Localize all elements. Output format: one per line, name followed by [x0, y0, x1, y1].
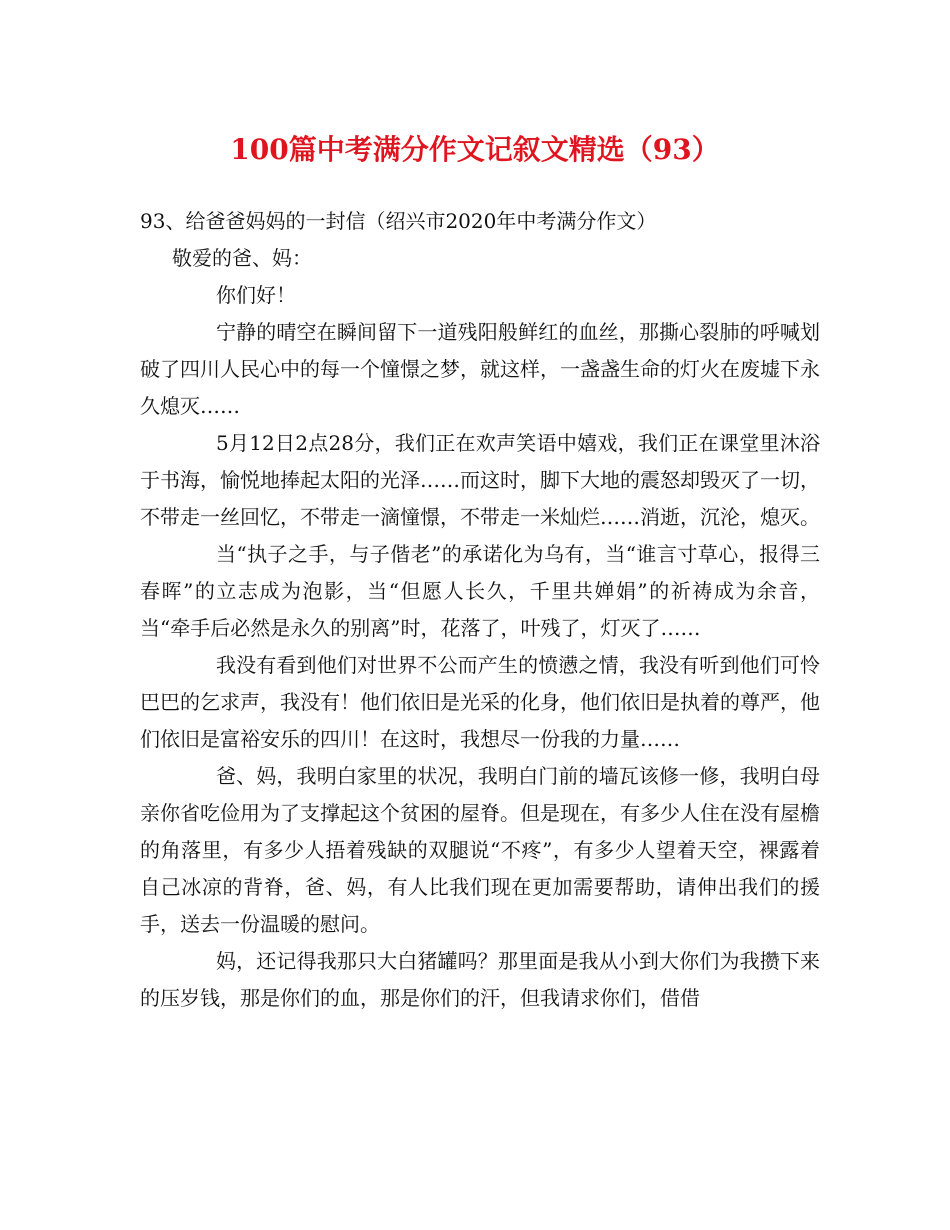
essay-subtitle: 93、给爸爸妈妈的一封信（绍兴市2020年中考满分作文） — [140, 209, 657, 233]
paragraph-greeting: 你们好！ — [216, 283, 296, 307]
paragraph: 5月12日2点28分，我们正在欢声笑语中嬉戏，我们正在课堂里沐浴于书海，愉悦地捧起太阳的光泽……而这时，脚下大地的震怒却毁灭了一切，不带走一丝回忆，不带走一滴憧憬，不带走一米灿烂……消逝，沉沦，熄灭。 — [140, 431, 820, 529]
letter-salutation: 敬爱的爸、妈： — [172, 246, 312, 270]
paragraph: 妈，还记得我那只大白猪罐吗？那里面是我从小到大你们为我攒下来的压岁钱，那是你们的血，那是你们的汗，但我请求你们，借借 — [140, 949, 820, 1010]
paragraph: 爸、妈，我明白家里的状况，我明白门前的墙瓦该修一修，我明白母亲你省吃俭用为了支撑起这个贫困的屋脊。但是现在，有多少人住在没有屋檐的角落里，有多少人捂着残缺的双腿说“不疼”，有多少人望着天空，裸露着自己冰凉的背脊，爸、妈，有人比我们现在更加需要帮助，请伸出我们的援手，送去一份温暖的慰问。 — [140, 764, 820, 936]
paragraph: 我没有看到他们对世界不公而产生的愤懑之情，我没有听到他们可怜巴巴的乞求声，我没有！他们依旧是光采的化身，他们依旧是执着的尊严，他们依旧是富裕安乐的四川！在这时，我想尽一份我的力量…… — [140, 653, 820, 751]
document-body — [140, 203, 820, 1017]
document-title: 100篇中考满分作文记叙文精选（93） — [230, 133, 720, 166]
paragraph: 宁静的晴空在瞬间留下一道残阳般鲜红的血丝，那撕心裂肺的呼喊划破了四川人民心中的每一个憧憬之梦，就这样，一盏盏生命的灯火在废墟下永久熄灭…… — [140, 320, 820, 418]
paragraph: 当“执子之手，与子偕老”的承诺化为乌有，当“谁言寸草心，报得三春晖”的立志成为泡影，当“但愿人长久，千里共婵娟”的祈祷成为余音，当“牵手后必然是永久的别离”时，花落了，叶残了，灯灭了…… — [140, 542, 820, 640]
